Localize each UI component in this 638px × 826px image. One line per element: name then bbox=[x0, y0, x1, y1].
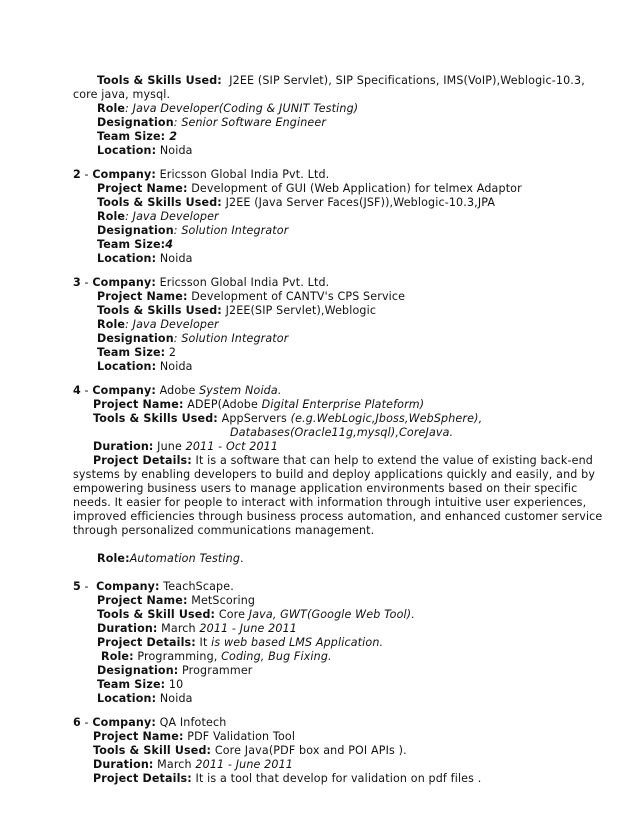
tools-value-italic: (e.g.WebLogic,Jboss,WebSphere), bbox=[290, 412, 483, 425]
separator: - bbox=[80, 580, 93, 593]
role-value: : Java Developer bbox=[125, 318, 219, 331]
job3-team-line bbox=[97, 346, 176, 360]
tools-value: J2EE (Java Server Faces(JSF)),Weblogic-10.3,JPA bbox=[221, 196, 496, 209]
details-text: It is a software that can help to extend the value of existing back-end bbox=[191, 454, 593, 467]
details-text: It bbox=[195, 636, 212, 649]
project-value: MetScoring bbox=[187, 594, 256, 607]
job3-designation-line bbox=[97, 332, 288, 346]
details-text: It is a tool that develop for validation on pdf files . bbox=[191, 772, 482, 785]
job3-company-line bbox=[73, 276, 329, 290]
job1-tools-line-2 bbox=[73, 88, 170, 102]
team-value: 4 bbox=[165, 238, 174, 251]
job-number: 3 bbox=[73, 276, 81, 289]
role-value: : Java Developer(Coding & JUNIT Testing) bbox=[125, 102, 359, 115]
job5-role-line bbox=[101, 650, 332, 664]
location-label: Location: bbox=[97, 692, 157, 705]
role-label: Role: bbox=[101, 650, 134, 663]
job2-company-line bbox=[73, 168, 329, 182]
job1-location-line bbox=[97, 144, 193, 158]
job4-details-line-1 bbox=[93, 454, 593, 468]
details-text: improved efficiencies through business process automation, and enhanced customer service bbox=[73, 510, 603, 523]
job3-tools-line bbox=[97, 304, 376, 318]
separator: - bbox=[80, 168, 93, 181]
details-text: through personalized communications management. bbox=[73, 524, 375, 537]
job6-tools-line bbox=[93, 744, 407, 758]
job2-role-line bbox=[97, 210, 219, 224]
tools-label: Tools & Skills Used: bbox=[97, 196, 222, 209]
details-label: Project Details: bbox=[97, 636, 196, 649]
job5-tools-line bbox=[97, 608, 415, 622]
job5-location-line bbox=[97, 692, 193, 706]
duration-label: Duration: bbox=[97, 622, 158, 635]
job4-details-line-5 bbox=[73, 510, 602, 524]
job3-location-line bbox=[97, 360, 193, 374]
team-value: 2 bbox=[169, 130, 178, 143]
tools-value: J2EE(SIP Servlet),Weblogic bbox=[221, 304, 377, 317]
duration-value: March bbox=[157, 622, 200, 635]
company-value: TeachScape. bbox=[159, 580, 234, 593]
designation-value: : Senior Software Engineer bbox=[173, 116, 327, 129]
tools-value: J2EE (SIP Servlet), SIP Specifications, IMS(VoIP),Weblogic-10.3, bbox=[229, 74, 585, 87]
role-value-italic: Coding, Bug Fixing. bbox=[221, 650, 332, 663]
designation-label: Designation bbox=[97, 116, 174, 129]
job6-project-line bbox=[93, 730, 295, 744]
location-value: Noida bbox=[156, 252, 193, 265]
details-label: Project Details: bbox=[93, 772, 192, 785]
job4-details-line-4 bbox=[73, 496, 586, 510]
designation-label: Designation: bbox=[97, 664, 179, 677]
tools-label: Tools & Skill Used: bbox=[97, 608, 216, 621]
job4-details-line-2 bbox=[73, 468, 595, 482]
separator: - bbox=[80, 276, 93, 289]
location-value: Noida bbox=[156, 692, 193, 705]
job3-project-line bbox=[97, 290, 405, 304]
duration-label: Duration: bbox=[93, 440, 154, 453]
team-value: 10 bbox=[165, 678, 184, 691]
job5-team-line bbox=[97, 678, 183, 692]
duration-value: June bbox=[153, 440, 186, 453]
job2-team-line bbox=[97, 238, 173, 252]
job4-details-line-6 bbox=[73, 524, 374, 538]
company-value: QA Infotech bbox=[155, 716, 227, 729]
location-value: Noida bbox=[156, 144, 193, 157]
details-text: needs. It easier for people to interact with information through intuitive user experiences, bbox=[73, 496, 587, 509]
location-value: Noida bbox=[156, 360, 193, 373]
job-number: 4 bbox=[73, 384, 81, 397]
role-value: Programming, bbox=[133, 650, 222, 663]
project-label: Project Name: bbox=[97, 594, 188, 607]
designation-label: Designation bbox=[97, 224, 174, 237]
tools-label: Tools & Skills Used: bbox=[93, 412, 218, 425]
company-label: Company: bbox=[92, 168, 156, 181]
job3-role-line bbox=[97, 318, 219, 332]
project-value-italic: Digital Enterprise Plateform) bbox=[261, 398, 425, 411]
duration-value-italic: 2011 - Oct 2011 bbox=[185, 440, 279, 453]
team-label: Team Size: bbox=[97, 678, 166, 691]
role-value: Automation Testing bbox=[129, 552, 241, 565]
tools-value-italic: Java, GWT(Google Web Tool). bbox=[248, 608, 415, 621]
project-label: Project Name: bbox=[97, 290, 188, 303]
company-value: Ericsson Global India Pvt. Ltd. bbox=[155, 276, 330, 289]
team-value: 2 bbox=[165, 346, 177, 359]
team-label: Team Size: bbox=[97, 130, 170, 143]
job5-company-line bbox=[73, 580, 234, 594]
role-suffix: . bbox=[240, 552, 244, 565]
duration-value-italic: 2011 - June 2011 bbox=[199, 622, 298, 635]
job2-location-line bbox=[97, 252, 193, 266]
job4-duration-line bbox=[93, 440, 278, 454]
project-value: Development of GUI (Web Application) for telmex Adaptor bbox=[187, 182, 522, 195]
project-label: Project Name: bbox=[93, 398, 184, 411]
job1-designation-line bbox=[97, 116, 326, 130]
job4-role-line bbox=[97, 552, 244, 566]
job5-details-line bbox=[97, 636, 383, 650]
company-label: Company: bbox=[92, 384, 156, 397]
duration-value-italic: 2011 - June 2011 bbox=[195, 758, 294, 771]
team-label: Team Size: bbox=[97, 238, 166, 251]
separator: - bbox=[80, 384, 93, 397]
project-label: Project Name: bbox=[97, 182, 188, 195]
job6-details-line bbox=[93, 772, 481, 786]
job4-company-line bbox=[73, 384, 282, 398]
job5-designation-line bbox=[97, 664, 253, 678]
job-number: 6 bbox=[73, 716, 81, 729]
job2-tools-line bbox=[97, 196, 495, 210]
project-label: Project Name: bbox=[93, 730, 184, 743]
tools-label: Tools & Skills Used: bbox=[97, 74, 222, 87]
company-label: Company: bbox=[92, 276, 156, 289]
project-value: PDF Validation Tool bbox=[183, 730, 296, 743]
job-number: 2 bbox=[73, 168, 81, 181]
role-label: Role bbox=[97, 102, 126, 115]
tools-value: Core Java(PDF box and POI APIs ). bbox=[211, 744, 407, 757]
details-text: empowering business users to manage application environments based on their specific bbox=[73, 482, 578, 495]
designation-label: Designation bbox=[97, 332, 174, 345]
company-label: Company: bbox=[92, 716, 156, 729]
job4-tools-line bbox=[93, 412, 482, 426]
team-label: Team Size: bbox=[97, 346, 166, 359]
job2-project-line bbox=[97, 182, 522, 196]
details-text: systems by enabling developers to build and deploy applications quickly and easily, and by bbox=[73, 468, 596, 481]
location-label: Location: bbox=[97, 144, 157, 157]
tools-value: Core bbox=[215, 608, 249, 621]
tools-value: core java, mysql. bbox=[73, 88, 171, 101]
job4-project-line bbox=[93, 398, 424, 412]
designation-value: : Solution Integrator bbox=[173, 224, 289, 237]
tools-label: Tools & Skill Used: bbox=[93, 744, 212, 757]
company-label: Company: bbox=[96, 580, 160, 593]
job1-role-line bbox=[97, 102, 358, 116]
job-number: 5 bbox=[73, 580, 81, 593]
job1-team-line bbox=[97, 130, 177, 144]
details-text-italic: is web based LMS Application. bbox=[211, 636, 384, 649]
job2-designation-line bbox=[97, 224, 288, 238]
location-label: Location: bbox=[97, 360, 157, 373]
project-value: Development of CANTV's CPS Service bbox=[187, 290, 406, 303]
company-value-italic: System Noida. bbox=[199, 384, 282, 397]
company-value: Ericsson Global India Pvt. Ltd. bbox=[155, 168, 330, 181]
role-label: Role bbox=[97, 210, 126, 223]
tools-value-italic: Databases(Oracle11g,mysql),CoreJava. bbox=[230, 426, 454, 439]
tools-label: Tools & Skills Used: bbox=[97, 304, 222, 317]
designation-value: : Solution Integrator bbox=[173, 332, 289, 345]
role-label: Role: bbox=[97, 552, 130, 565]
duration-label: Duration: bbox=[93, 758, 154, 771]
details-label: Project Details: bbox=[93, 454, 192, 467]
job6-duration-line bbox=[93, 758, 293, 772]
job5-duration-line bbox=[97, 622, 297, 636]
job5-project-line bbox=[97, 594, 255, 608]
tools-value: AppServers bbox=[217, 412, 291, 425]
role-value: : Java Developer bbox=[125, 210, 219, 223]
designation-value: Programmer bbox=[178, 664, 253, 677]
job1-tools-line bbox=[97, 74, 585, 88]
company-value: Adobe bbox=[155, 384, 200, 397]
duration-value: March bbox=[153, 758, 196, 771]
job6-company-line bbox=[73, 716, 226, 730]
job4-tools-line-2 bbox=[230, 426, 453, 440]
project-value: ADEP(Adobe bbox=[183, 398, 262, 411]
job4-details-line-3 bbox=[73, 482, 577, 496]
role-label: Role bbox=[97, 318, 126, 331]
separator: - bbox=[80, 716, 93, 729]
location-label: Location: bbox=[97, 252, 157, 265]
